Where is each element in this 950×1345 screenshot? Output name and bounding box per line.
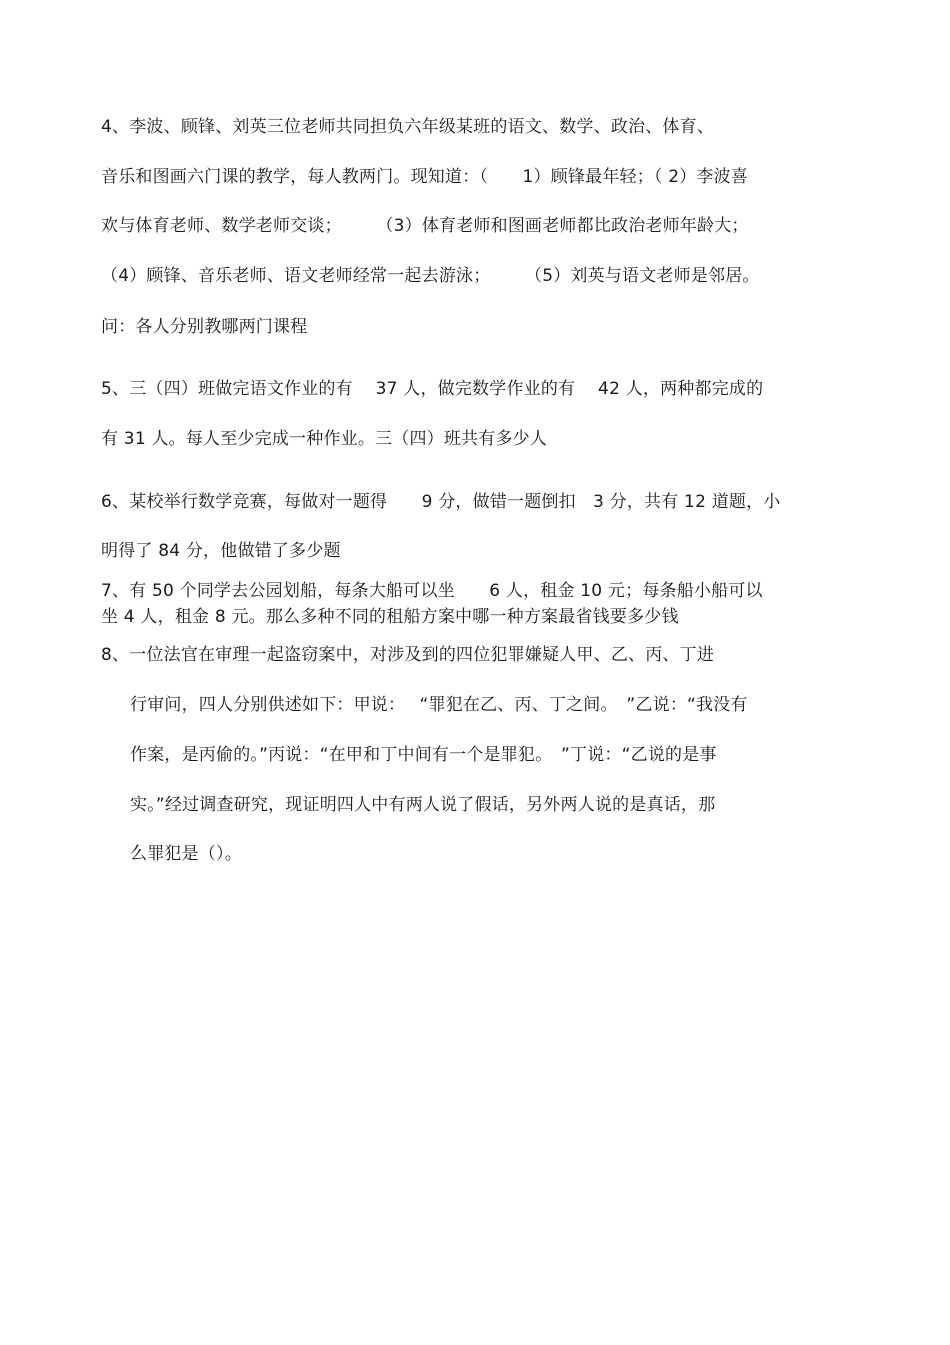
problem-8-line-5: 么罪犯是（）。: [130, 844, 242, 864]
problem-6-line-1: 6、某校举行数学竞赛，每做对一题得 9 分，做错一题倒扣 3 分，共有 12 道题，小: [101, 492, 781, 512]
problem-5-line-1: 5、三（四）班做完语文作业的有 37 人，做完数学作业的有 42 人，两种都完成的: [101, 379, 764, 399]
problem-4-line-2: 音乐和图画六门课的教学，每人教两门。现知道：（ 1）顾锋最年轻；（ 2）李波喜: [101, 167, 749, 187]
problem-4-line-4: （4）顾锋、音乐老师、语文老师经常一起去游泳； （5）刘英与语文老师是邻居。: [101, 266, 760, 286]
problem-5-line-2: 有 31 人。每人至少完成一种作业。三（四）班共有多少人: [101, 429, 548, 449]
problem-7-line-2: 坐 4 人，租金 8 元。那么多种不同的租船方案中哪一种方案最省钱要多少钱: [101, 607, 679, 627]
problem-6-line-2: 明得了 84 分，他做错了多少题: [101, 541, 341, 561]
problem-7-line-1: 7、有 50 个同学去公园划船，每条大船可以坐 6 人，租金 10 元；每条船小船可以: [101, 581, 763, 601]
problem-4-line-3: 欢与体育老师、数学老师交谈； （3）体育老师和图画老师都比政治老师年龄大；: [101, 216, 749, 236]
problem-4-line-5: 问：各人分别教哪两门课程: [101, 317, 308, 337]
problem-8-line-3: 作案，是丙偷的。”丙说：“在甲和丁中间有一个是罪犯。 ”丁说：“乙说的是事: [130, 745, 717, 765]
problem-8-line-1: 8、一位法官在审理一起盗窃案中，对涉及到的四位犯罪嫌疑人甲、乙、丙、丁进: [101, 645, 715, 665]
problem-8-line-2: 行审问，四人分别供述如下：甲说： “罪犯在乙、丙、丁之间。 ”乙说：“我没有: [130, 695, 748, 715]
problem-4-line-1: 4、李波、顾锋、刘英三位老师共同担负六年级某班的语文、数学、政治、体育、: [101, 117, 715, 137]
problem-8-line-4: 实。”经过调查研究，现证明四人中有两人说了假话，另外两人说的是真话，那: [130, 795, 716, 815]
